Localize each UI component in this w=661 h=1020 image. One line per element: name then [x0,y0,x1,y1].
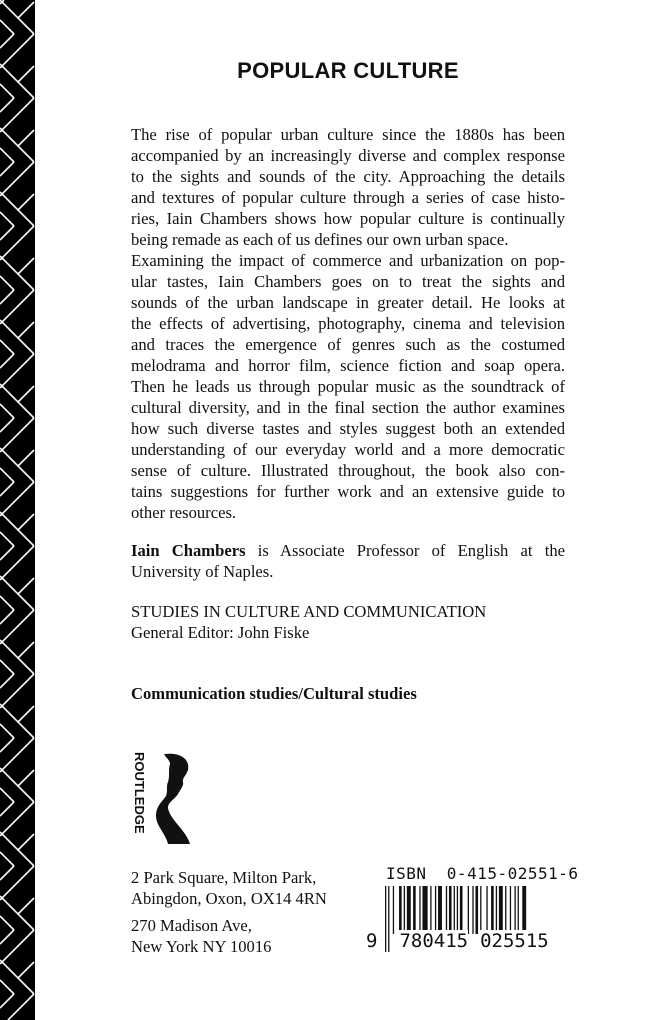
barcode-bar [510,886,511,934]
address-line: New York NY 10016 [131,937,272,956]
border-line [18,706,34,722]
border-line [0,226,34,260]
border-line [0,576,34,610]
border-line [0,290,14,304]
text-line: the effects of advertising, photography, cinema and television [131,314,565,333]
border-line [0,596,14,610]
border-line [0,546,34,580]
text-line: sounds of the urban landscape in greater detail. He looks at [131,293,565,312]
decorative-border [0,0,35,1020]
border-line [0,704,34,738]
border-line [0,994,14,1008]
border-line [0,738,14,752]
border-line [18,578,34,594]
border-line [0,512,34,546]
text-line: and textures of popular culture through a series of case histo- [131,188,565,207]
border-line [0,468,14,482]
border-line [0,0,34,34]
border-line [0,802,14,816]
subject-category: Communication studies/Cultural studies [131,684,417,703]
border-line [0,226,14,240]
book-title: POPULAR CULTURE [237,58,459,83]
border-line [18,642,34,658]
border-line [0,960,34,994]
text-line: Then he leads us through popular music as the soundtrack of [131,377,565,396]
publisher-address [131,867,327,957]
address-line: 270 Madison Ave, [131,916,252,935]
barcode-bar [399,886,402,934]
border-line [0,768,34,802]
address-line: Abingdon, Oxon, OX14 4RN [131,889,327,908]
text-line: tains suggestions for further work and an extensive guide to [131,482,565,501]
border-line [18,962,34,978]
border-line [18,2,34,18]
border-line [0,802,34,836]
border-line [0,674,34,708]
barcode-bar [475,886,478,934]
border-line [18,130,34,146]
text-line: other resources. [131,503,237,522]
border-line [0,482,14,496]
border-line [18,322,34,338]
text-line: sense of culture. Illustrated throughout, the book also con- [131,461,565,480]
text-line: and traces the emergence of genres such as the costumed [131,335,565,354]
barcode-bar [435,886,436,934]
barcode-bar [486,886,487,934]
description-paragraph-2 [131,250,565,523]
barcode-bar [446,886,447,934]
barcode-bar [496,886,497,934]
barcode-bar [491,886,494,934]
barcode-bar [422,886,427,934]
text-line: cultural diversity, and in the final section the author examines [131,398,565,417]
border-line [0,256,34,290]
border-line [0,320,34,354]
border-line [0,852,14,866]
barcode-bar [514,886,515,934]
border-line [0,98,14,112]
border-line [18,66,34,82]
barcode-bar [413,886,416,934]
barcode-bar [505,886,506,934]
ean-group2: 025515 [480,930,549,952]
border-line [0,610,14,624]
series-name: STUDIES IN CULTURE AND COMMUNICATION [131,602,487,621]
text-line: ular tastes, Iain Chambers goes on to treat the sights and [131,272,565,291]
barcode-bar [430,886,431,934]
barcode-bar [393,886,394,934]
text-line: accompanied by an increasingly diverse and complex response [131,146,565,165]
author-bio [131,540,565,582]
border-line [0,404,14,418]
border-line [0,418,14,432]
svg-text:ROUTLEDGE: ROUTLEDGE [132,752,147,834]
border-line [0,20,14,34]
border-line [0,866,34,900]
barcode-bar [518,886,519,934]
border-line [18,194,34,210]
barcode-bar [407,886,411,934]
author-bio-text: is Associate Professor of English at the [245,541,565,560]
border-line [0,98,34,132]
series-editor: General Editor: John Fiske [131,623,310,642]
barcode-bar [404,886,405,934]
border-line [0,610,34,644]
border-line [18,450,34,466]
text-line: being remade as each of us defines our own urban space. [131,230,509,249]
border-line [0,674,14,688]
border-line [18,898,34,914]
border-line [0,640,34,674]
series-info [131,601,486,643]
address-line: 2 Park Square, Milton Park, [131,868,317,887]
border-line [0,660,14,674]
border-line [0,482,34,516]
barcode-bar [419,886,420,934]
barcode-bar [438,886,442,934]
border-line [18,770,34,786]
border-line [18,386,34,402]
border-line [0,980,14,994]
text-line: how such diverse tastes and styles suggest both an extended [131,419,565,438]
border-line [0,788,14,802]
border-line [0,162,34,196]
text-line: melodrama and horror film, science fiction and soap opera. [131,356,565,375]
border-line [0,930,14,944]
border-line [0,532,14,546]
border-line [18,834,34,850]
border-line [18,514,34,530]
text-line: to the sights and sounds of the city. Approaching the details [131,167,565,186]
border-line [0,738,34,772]
diamond-pattern [0,0,35,1020]
border-line [0,64,34,98]
border-line [0,340,14,354]
barcode-bar [480,886,481,934]
border-line [0,34,14,48]
barcode-bar [468,886,469,934]
text-line: ries, Iain Chambers shows how popular culture is continually [131,209,565,228]
border-line [0,546,14,560]
border-line [0,276,14,290]
isbn-text: ISBN 0-415-02551-6 [386,864,579,883]
barcode-bar [472,886,473,934]
text-line: The rise of popular urban culture since the 1880s has been [131,125,565,144]
border-line [0,916,14,930]
ean-digits [366,930,549,952]
border-line [0,128,34,162]
border-line [0,930,34,964]
barcode-bar [454,886,455,934]
text-line: understanding of our everyday world and a more democratic [131,440,565,459]
border-line [0,290,34,324]
description-paragraph-1 [131,124,565,250]
border-line [18,258,34,274]
border-line [0,384,34,418]
border-line [0,162,14,176]
routledge-logo [132,750,194,846]
border-line [0,354,34,388]
border-line [8,994,34,1020]
border-line [0,34,34,68]
border-line [0,896,34,930]
ean-first: 9 [366,930,378,952]
barcode-bar [499,886,503,934]
author-name: Iain Chambers [131,541,246,560]
barcode-bar [460,886,463,934]
border-line [0,192,34,226]
border-line [0,84,14,98]
border-line [0,832,34,866]
border-line [0,724,14,738]
barcode-bar [449,886,452,934]
border-line [0,448,34,482]
border-line [0,866,14,880]
border-line [0,354,14,368]
border-line [0,212,14,226]
border-line [0,418,34,452]
author-bio-line2: University of Naples. [131,562,274,581]
ean-group1: 780415 [399,930,469,952]
text-line: Examining the impact of commerce and urbanization on pop- [131,251,565,270]
border-line [0,148,14,162]
